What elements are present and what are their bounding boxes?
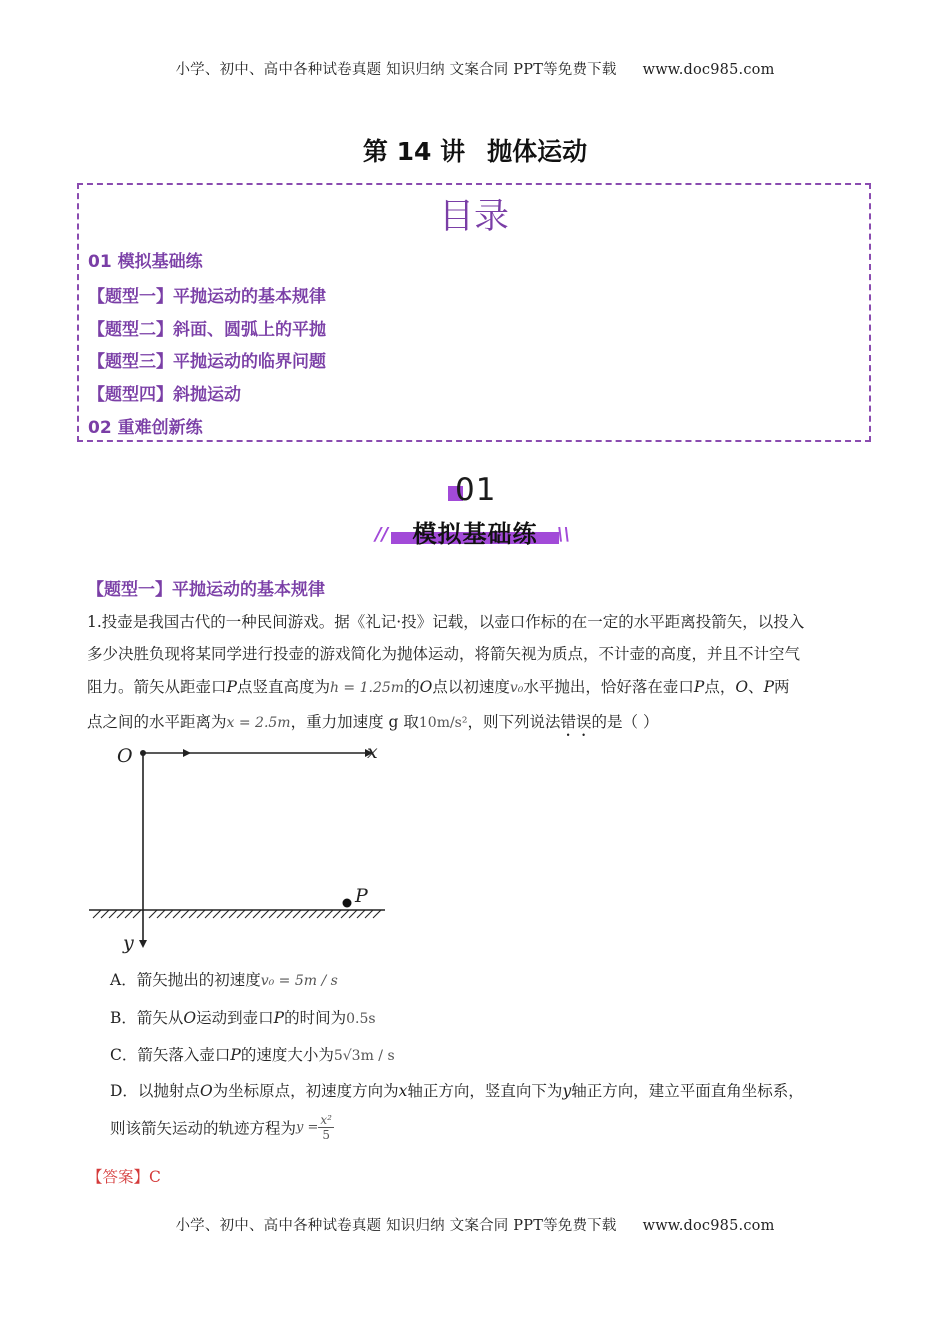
option-text: 运动到壶口 (196, 1009, 274, 1027)
text-run: 水平抛出，恰好落在壶口 (523, 678, 694, 696)
symbol-x: x (398, 1082, 408, 1100)
toc-item[interactable]: 01 模拟基础练 (88, 252, 203, 272)
option-math: v₀ = 5m / s (260, 973, 338, 989)
option-math: 0.5s (346, 1011, 376, 1027)
header-url[interactable]: www.doc985.com (642, 62, 775, 78)
symbol-p: P (273, 1009, 285, 1027)
option-text: B．箭矢从 (110, 1009, 184, 1027)
symbol-y: y (562, 1082, 572, 1100)
equation-lhs: y = (296, 1120, 319, 1135)
page-title (0, 132, 950, 168)
option-b[interactable] (110, 1006, 376, 1028)
toc-item[interactable]: 02 重难创新练 (88, 418, 203, 438)
text-run: 的是（ ） (591, 713, 659, 731)
toc-item[interactable]: 【题型三】平抛运动的临界问题 (88, 352, 326, 372)
answer-label: 【答案】 (87, 1168, 150, 1186)
x-axis-label: x (367, 741, 378, 763)
footer-url[interactable]: www.doc985.com (642, 1218, 775, 1234)
origin-label: O (117, 745, 133, 767)
y-axis-label: y (123, 932, 134, 954)
symbol-p: P (230, 1046, 241, 1064)
lecture-number: 第 14 讲 (362, 137, 466, 166)
text-run: 点， (704, 678, 736, 696)
text-run: 点竖直高度为 (236, 678, 330, 696)
toc-item[interactable]: 【题型一】平抛运动的基本规律 (88, 287, 326, 307)
origin-point (140, 750, 146, 756)
badge-label: 模拟基础练 (412, 520, 538, 548)
lecture-topic: 抛体运动 (487, 137, 588, 166)
option-a[interactable] (110, 968, 338, 990)
option-text: 为坐标原点，初速度方向为 (212, 1082, 399, 1100)
math-height: h = 1.25m (329, 680, 405, 696)
point-p-label: P (355, 885, 368, 907)
header-text: 小学、初中、高中各种试卷真题 知识归纳 文案合同 PPT等免费下载 (175, 62, 617, 78)
symbol-o: O (183, 1009, 197, 1027)
symbol-o: O (199, 1082, 213, 1100)
y-axis-arrowhead (139, 940, 147, 948)
symbol-p: P (693, 678, 705, 696)
question-line-1: 1.投壶是我国古代的一种民间游戏。据《礼记·投》记载，以壶口作标的在一定的水平距离投箭矢，以投入 (87, 613, 805, 631)
symbol-p: P (763, 678, 774, 696)
emphasized-word: 错误 (560, 713, 592, 731)
text-run: ，重力加速度 g 取 (290, 713, 419, 731)
section-heading: 【题型一】平抛运动的基本规律 (87, 580, 325, 600)
table-of-contents (77, 183, 871, 442)
symbol-o: O (419, 678, 433, 696)
option-text: 则该箭矢运动的轨迹方程为 (110, 1119, 297, 1138)
toc-item[interactable]: 【题型四】斜抛运动 (88, 385, 241, 405)
text-run: ，则下列说法 (467, 713, 561, 731)
text-run: 、 (748, 678, 764, 696)
option-text: A．箭矢抛出的初速度 (110, 971, 261, 989)
question-line-2: 多少决胜负现将某同学进行投壶的游戏简化为抛体运动，将箭矢视为质点，不计壶的高度，并且不计空气 (87, 645, 801, 663)
math-v0: v₀ (509, 680, 524, 696)
fraction-numerator: x² (320, 1113, 332, 1127)
question-line-3 (87, 675, 877, 697)
math-gravity: 10m/s² (418, 715, 468, 731)
text-run: 阻力。箭矢从距壶口 (87, 678, 227, 696)
option-text: D．以抛射点 (110, 1082, 200, 1100)
equation-fraction (318, 1113, 334, 1142)
answer (87, 1165, 161, 1187)
option-d-line-2 (110, 1113, 334, 1142)
badge-number: 01 (455, 472, 497, 508)
option-c[interactable] (110, 1043, 395, 1065)
question-line-4 (87, 710, 877, 740)
symbol-o: O (735, 678, 749, 696)
badge-left-slashes: // (375, 524, 389, 545)
page-header (0, 58, 950, 79)
footer-text: 小学、初中、高中各种试卷真题 知识归纳 文案合同 PPT等免费下载 (175, 1218, 617, 1234)
option-text: C．箭矢落入壶口 (110, 1046, 231, 1064)
text-run: 两 (774, 678, 790, 696)
text-run: 点之间的水平距离为 (87, 713, 227, 731)
ground-hatching (93, 910, 381, 918)
text-run: 点以初速度 (432, 678, 510, 696)
projectile-diagram (85, 740, 395, 955)
section-badge (375, 470, 575, 550)
symbol-p: P (226, 678, 237, 696)
math-distance: x = 2.5m (226, 715, 291, 731)
text-run: 的 (404, 678, 420, 696)
velocity-arrowhead (183, 749, 191, 757)
target-point-p (343, 899, 352, 908)
option-text: 的速度大小为 (240, 1046, 334, 1064)
badge-right-slashes: \\ (557, 524, 571, 545)
answer-value: C (149, 1168, 161, 1186)
option-text: 轴正方向，建立平面直角坐标系， (571, 1082, 804, 1100)
option-d[interactable] (110, 1079, 804, 1101)
page-footer (0, 1214, 950, 1235)
option-text: 轴正方向，竖直向下为 (407, 1082, 563, 1100)
option-math: 5√3m / s (333, 1048, 395, 1064)
toc-heading: 目录 (438, 197, 509, 237)
diagram-svg (85, 740, 395, 955)
fraction-denominator: 5 (322, 1128, 330, 1142)
toc-item[interactable]: 【题型二】斜面、圆弧上的平抛 (88, 320, 326, 340)
option-text: 的时间为 (284, 1009, 347, 1027)
